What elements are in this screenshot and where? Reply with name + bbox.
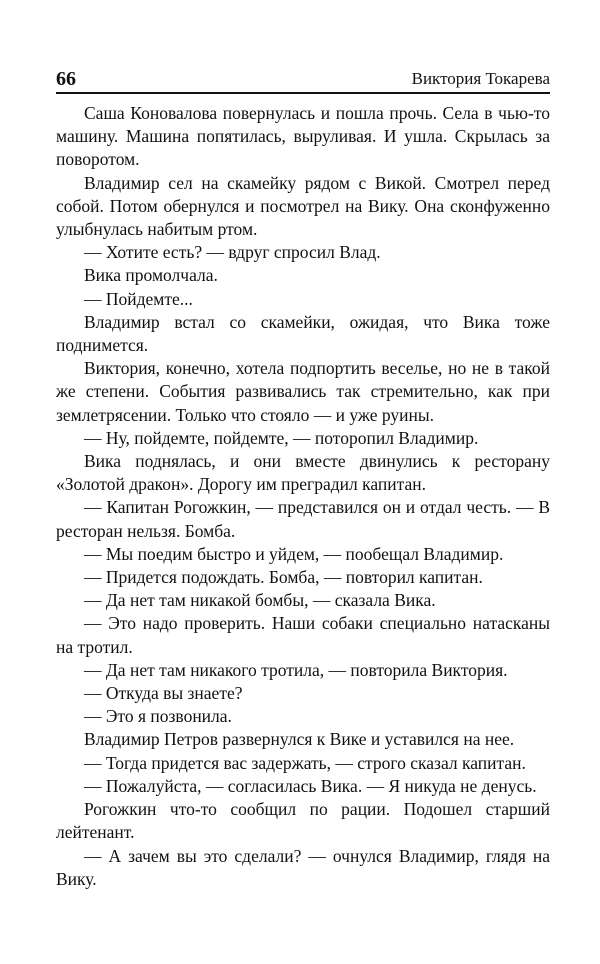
paragraph: — Да нет там никакого тротила, — повторила Виктория.	[84, 659, 508, 680]
paragraph: — Пожалуйста, — согласилась Вика. — Я никуда не денусь.	[84, 775, 537, 796]
running-head	[56, 66, 550, 90]
paragraph: Рогожкин что-то сообщил по рации. Подошел старший лейтенант.	[56, 799, 550, 843]
paragraph: Владимир Петров развернулся к Вике и уставился на нее.	[84, 729, 515, 750]
paragraph: Вика промолчала.	[84, 265, 218, 286]
paragraph: — Мы поедим быстро и уйдем, — пообещал Владимир.	[84, 543, 504, 564]
paragraph: — Придется подождать. Бомба, — повторил капитан.	[84, 567, 483, 588]
paragraph: — А зачем вы это сделали? — очнулся Владимир, глядя на Вику.	[56, 845, 550, 889]
paragraph: — Капитан Рогожкин, — представился он и отдал честь. — В ресторан нельзя. Бомба.	[56, 497, 550, 541]
running-head-author: Виктория Токарева	[411, 69, 550, 88]
paragraph: — Да нет там никакой бомбы, — сказала Вика.	[84, 590, 436, 611]
paragraph: — Откуда вы знаете?	[84, 683, 243, 704]
header-rule	[56, 92, 550, 94]
body-text	[56, 102, 550, 891]
paragraph: Виктория, конечно, хотела подпортить веселье, но не в такой же степени. События развивались так стремительно, как при землетрясении. Только что стояло — и уже руины.	[56, 358, 550, 425]
paragraph: — Пойдемте...	[84, 288, 193, 309]
paragraph: — Хотите есть? — вдруг спросил Влад.	[84, 242, 381, 263]
book-page	[56, 66, 550, 891]
page-number: 66	[56, 68, 76, 90]
paragraph: — Ну, пойдемте, пойдемте, — поторопил Владимир.	[84, 427, 479, 448]
paragraph: Вика поднялась, и они вместе двинулись к ресторану «Золотой дракон». Дорогу им преградил капитан.	[56, 451, 550, 495]
paragraph: — Это надо проверить. Наши собаки специально натасканы на тротил.	[56, 613, 550, 657]
paragraph: Саша Коновалова повернулась и пошла прочь. Села в чью-то машину. Машина попятилась, выруливая. И ушла. Скрылась за поворотом.	[56, 103, 550, 170]
paragraph: Владимир встал со скамейки, ожидая, что Вика тоже поднимется.	[56, 311, 550, 356]
paragraph: Владимир сел на скамейку рядом с Викой. Смотрел перед собой. Потом обернулся и посмотрел на Вику. Она сконфуженно улыбнулась набитым ртом.	[56, 172, 550, 240]
paragraph: — Это я позвонила.	[84, 706, 232, 727]
paragraph: — Тогда придется вас задержать, — строго сказал капитан.	[84, 752, 526, 773]
